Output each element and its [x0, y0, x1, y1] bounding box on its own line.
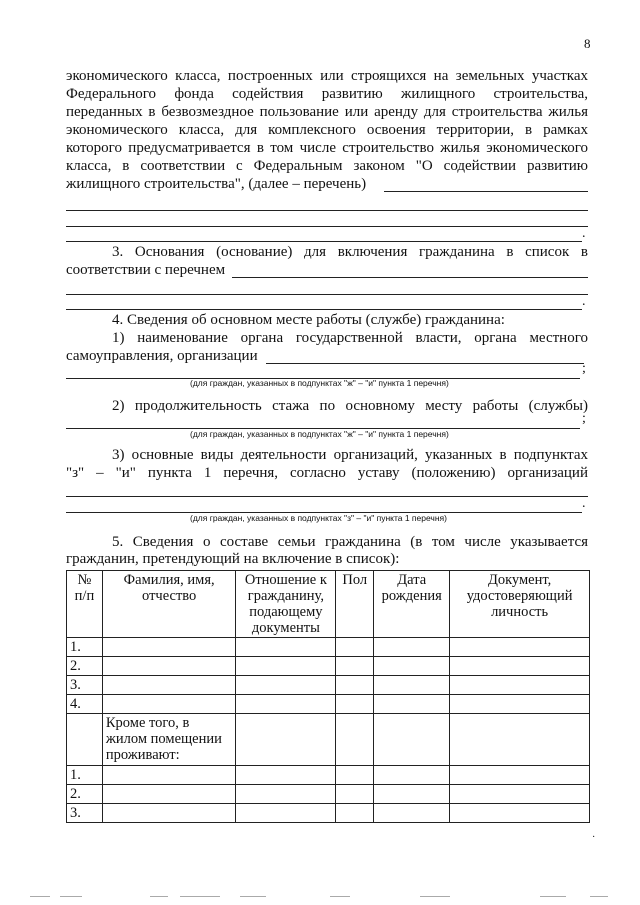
row-number: 2.: [67, 785, 103, 804]
sex-cell[interactable]: [336, 657, 374, 676]
table-row: [67, 676, 590, 695]
name-cell[interactable]: [102, 676, 236, 695]
intro-line: которого предусматривается в том числе строительство жилья экономического: [66, 140, 588, 156]
scan-artifact: [330, 896, 350, 897]
birth-cell[interactable]: [374, 676, 450, 695]
sex-cell[interactable]: [336, 695, 374, 714]
document-cell[interactable]: [450, 714, 590, 766]
header-birth: Дата рождения: [374, 571, 450, 638]
table-row: [67, 657, 590, 676]
birth-cell[interactable]: [374, 785, 450, 804]
section-4-item2: 2) продолжительность стажа по основному месту работы (службы): [112, 398, 588, 414]
document-cell[interactable]: [450, 657, 590, 676]
section-4-item3: "з" – "и" пункта 1 перечня, согласно уставу (положению) организаций: [66, 465, 588, 481]
page-number: 8: [584, 36, 591, 51]
intro-line: экономического класса, для комплексного освоения территории, в рамках: [66, 122, 588, 138]
sex-cell[interactable]: [336, 714, 374, 766]
row-number: 4.: [67, 695, 103, 714]
fill-line: [66, 309, 582, 310]
semicolon-mark: ;: [582, 361, 586, 376]
fill-line: [232, 277, 588, 278]
row-number: [67, 714, 103, 766]
relation-cell[interactable]: [236, 657, 336, 676]
row-number: 3.: [67, 676, 103, 695]
header-name: Фамилия, имя, отчество: [102, 571, 236, 638]
table-row: [67, 785, 590, 804]
intro-line: Федерального фонда содействия развитию жилищного строительства,: [66, 86, 588, 102]
row-number: 2.: [67, 657, 103, 676]
sex-cell[interactable]: [336, 785, 374, 804]
sex-cell[interactable]: [336, 804, 374, 823]
relation-cell[interactable]: [236, 714, 336, 766]
table-row: [67, 714, 590, 766]
scan-artifact: [30, 896, 50, 897]
name-cell[interactable]: [102, 804, 236, 823]
note-caption: (для граждан, указанных в подпунктах "ж" – "и" пункта 1 перечня): [190, 429, 449, 439]
birth-cell[interactable]: [374, 695, 450, 714]
scan-artifact: [60, 896, 82, 897]
family-table: [66, 570, 590, 823]
header-relation: Отношение к гражданину, подающему документы: [236, 571, 336, 638]
name-cell[interactable]: [102, 766, 236, 785]
document-cell[interactable]: [450, 638, 590, 657]
birth-cell[interactable]: [374, 657, 450, 676]
relation-cell[interactable]: [236, 785, 336, 804]
birth-cell[interactable]: [374, 714, 450, 766]
section-3-line: 3. Основания (основание) для включения гражданина в список в: [112, 244, 588, 260]
scan-artifact: [540, 896, 566, 897]
intro-line: класса, в соответствии с Федеральным законом "О содействии развитию: [66, 158, 588, 174]
sex-cell[interactable]: [336, 676, 374, 695]
row-number: 3.: [67, 804, 103, 823]
note-caption: (для граждан, указанных в подпунктах "ж" – "и" пункта 1 перечня): [190, 378, 449, 388]
section-4-item1: самоуправления, организации: [66, 348, 258, 364]
relation-cell[interactable]: [236, 638, 336, 657]
period-mark: .: [582, 496, 586, 511]
fill-line: [66, 496, 588, 497]
section-5-line: гражданин, претендующий на включение в список):: [66, 551, 400, 567]
name-cell[interactable]: [102, 695, 236, 714]
document-cell[interactable]: [450, 676, 590, 695]
table-row: [67, 695, 590, 714]
scan-artifact: [590, 896, 608, 897]
relation-cell[interactable]: [236, 676, 336, 695]
scan-speck: ·: [592, 832, 596, 843]
fill-line: [266, 363, 584, 364]
fill-line: [66, 294, 588, 295]
intro-line: переданных в безвозмездное пользование или аренду для строительства жилья: [66, 104, 588, 120]
section-3-line: соответствии с перечнем: [66, 262, 226, 278]
relation-cell[interactable]: [236, 804, 336, 823]
fill-line: [66, 241, 582, 242]
sex-cell[interactable]: [336, 638, 374, 657]
intro-line: жилищного строительства", (далее – перечень): [66, 176, 367, 192]
relation-cell[interactable]: [236, 766, 336, 785]
name-cell[interactable]: [102, 638, 236, 657]
document-cell[interactable]: [450, 804, 590, 823]
note-caption: (для граждан, указанных в подпунктах "з" – "и" пункта 1 перечня): [190, 513, 447, 523]
header-document: Документ, удостоверяющий личность: [450, 571, 590, 638]
section-4-item3: 3) основные виды деятельности организаций, указанных в подпунктах: [112, 447, 588, 463]
scan-artifact: [240, 896, 266, 897]
birth-cell[interactable]: [374, 804, 450, 823]
row-number: 1.: [67, 638, 103, 657]
row-number: 1.: [67, 766, 103, 785]
period-mark: .: [582, 226, 586, 241]
table-row: [67, 804, 590, 823]
section-4-title: 4. Сведения об основном месте работы (службе) гражданина:: [112, 312, 505, 328]
birth-cell[interactable]: [374, 766, 450, 785]
relation-cell[interactable]: [236, 695, 336, 714]
semicolon-mark: ;: [582, 411, 586, 426]
section-5-line: 5. Сведения о составе семьи гражданина (в том числе указывается: [112, 534, 588, 550]
document-cell[interactable]: [450, 695, 590, 714]
document-cell[interactable]: [450, 766, 590, 785]
section-4-item1: 1) наименование органа государственной власти, органа местного: [112, 330, 588, 346]
header-num: № п/п: [67, 571, 103, 638]
table-row: [67, 766, 590, 785]
scan-artifact: [420, 896, 450, 897]
scan-artifact: [150, 896, 168, 897]
header-sex: Пол: [336, 571, 374, 638]
fill-line: [66, 210, 588, 211]
sex-cell[interactable]: [336, 766, 374, 785]
name-cell[interactable]: [102, 785, 236, 804]
name-cell[interactable]: [102, 657, 236, 676]
table-row: [67, 638, 590, 657]
also-living-label: Кроме того, в жилом помещении проживают:: [102, 714, 236, 766]
document-cell[interactable]: [450, 785, 590, 804]
birth-cell[interactable]: [374, 638, 450, 657]
scan-artifact: [180, 896, 220, 897]
intro-line: экономического класса, построенных или строящихся на земельных участках: [66, 68, 588, 84]
fill-line: [384, 191, 588, 192]
period-mark: .: [582, 294, 586, 309]
fill-line: [66, 226, 588, 227]
